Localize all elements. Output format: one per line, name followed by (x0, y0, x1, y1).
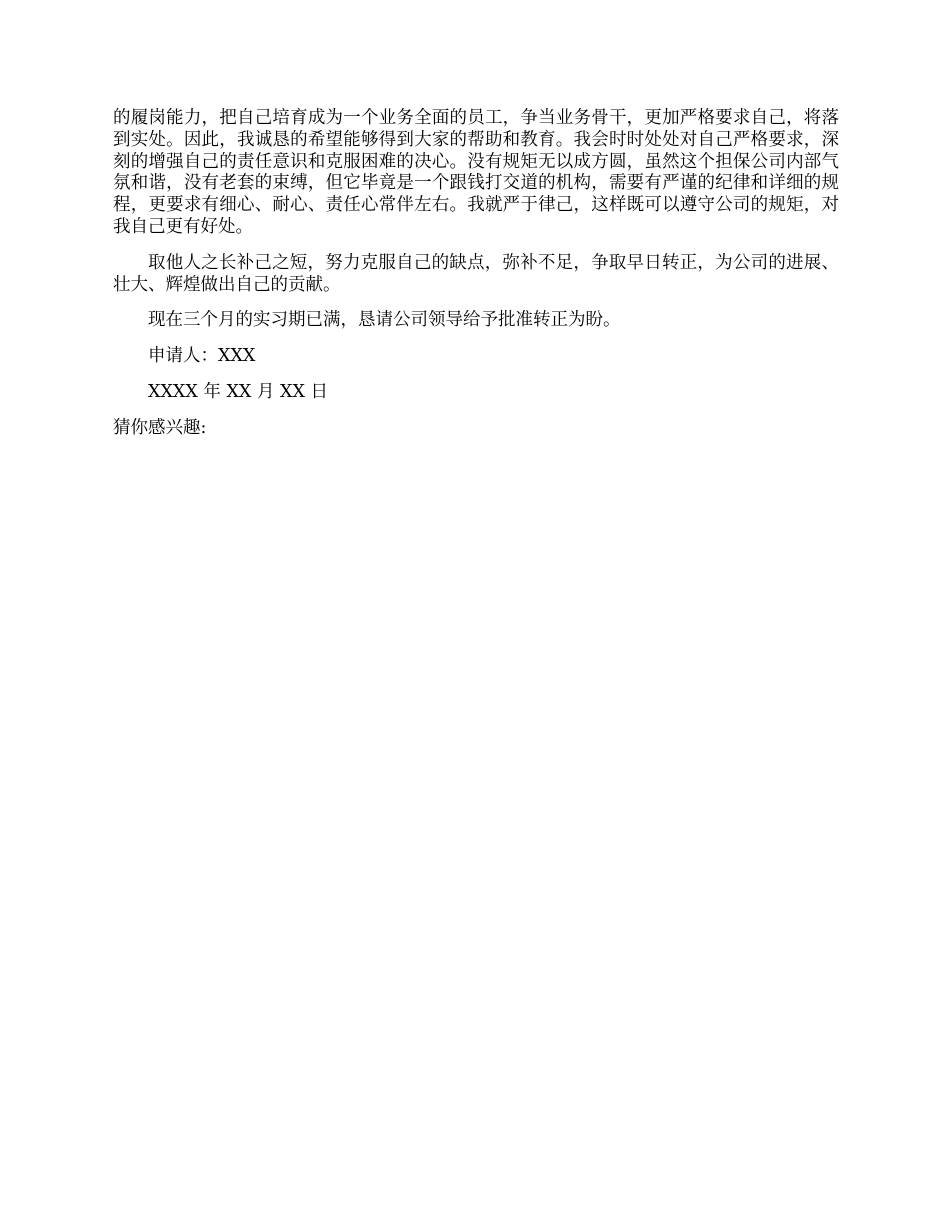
related-articles-heading: 猜你感兴趣: (113, 417, 207, 438)
body-paragraph-1: 的履岗能力，把自己培育成为一个业务全面的员工，争当业务骨干，更加严格要求自己，将落到实处。因此，我诚恳的希望能够得到大家的帮助和教育。我会时时处处对自己严格要求，深刻的增强自己的责任意识和克服困难的决心。没有规矩无以成方圆，虽然这个担保公司内部气氛和谐，没有老套的束缚，但它毕竟是一个跟钱打交道的机构，需要有严谨的纪律和详细的规程，更要求有细心、耐心、责任心常伴左右。我就严于律己，这样既可以遵守公司的规矩，对我自己更有好处。 (113, 108, 839, 237)
application-date: XXXX 年 XX 月 XX 日 (148, 381, 328, 402)
applicant-signature: 申请人：XXX (148, 346, 256, 367)
body-paragraph-2: 取他人之长补己之短，努力克服自己的缺点，弥补不足，争取早日转正，为公司的进展、壮大、辉煌做出自己的贡献。 (113, 252, 839, 295)
document-page (113, 108, 839, 454)
body-paragraph-3: 现在三个月的实习期已满，恳请公司领导给予批准转正为盼。 (148, 310, 621, 331)
